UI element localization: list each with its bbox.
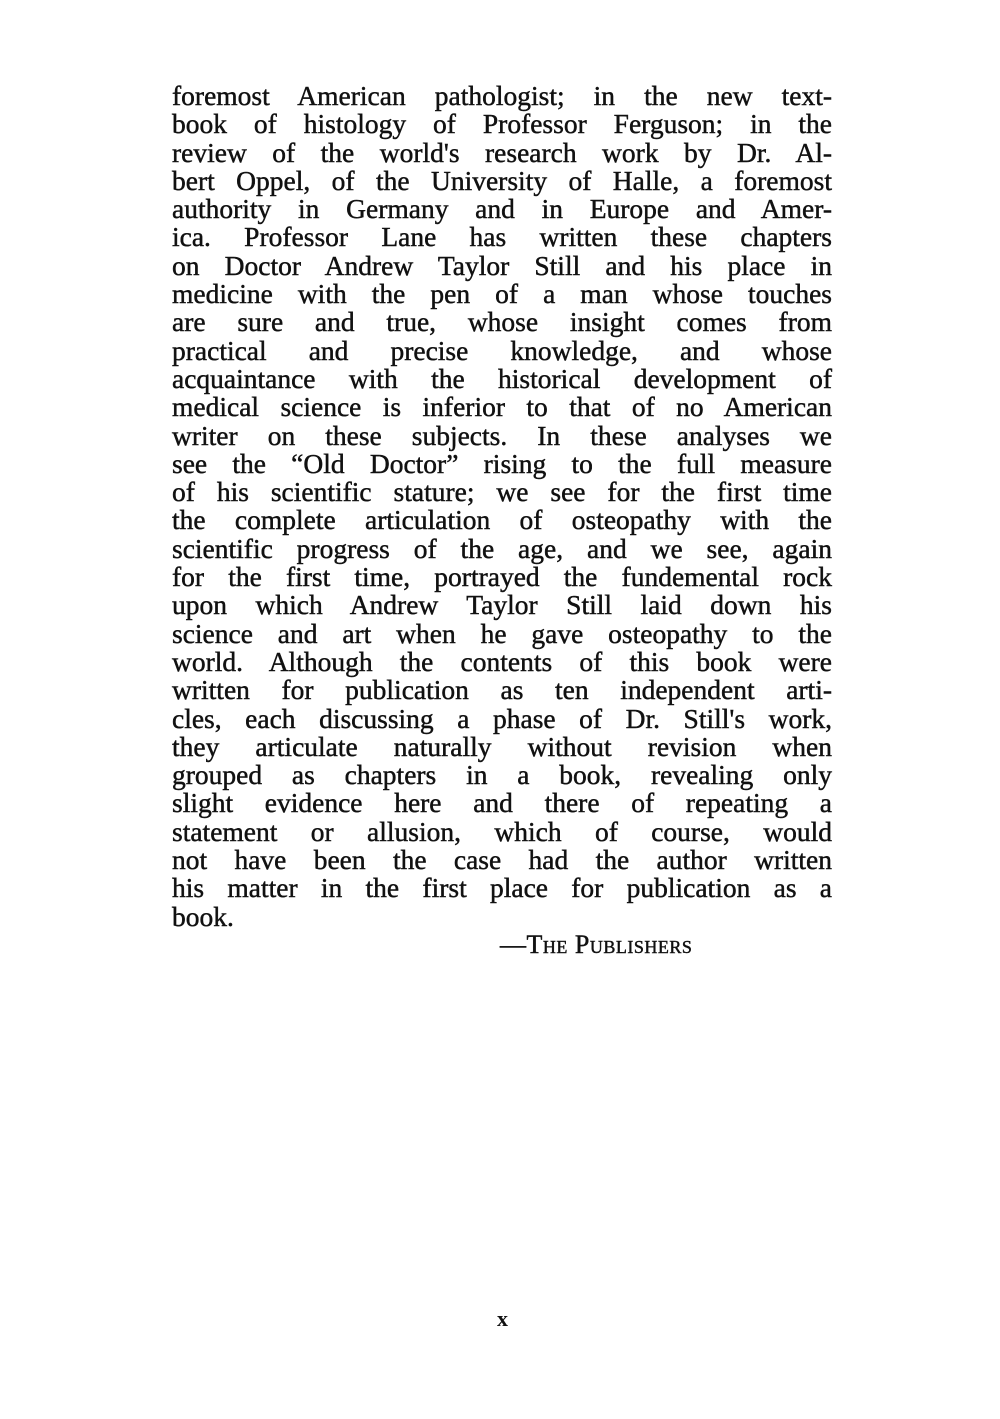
text-line: review of the world's research work by Dr. Al- xyxy=(172,136,832,168)
text-line: slight evidence here and there of repeating a xyxy=(172,787,832,819)
text-line: book. xyxy=(172,900,234,932)
text-line: see the “Old Doctor” rising to the full measure xyxy=(172,447,832,479)
text-line: not have been the case had the author written xyxy=(172,844,832,876)
text-line: practical and precise knowledge, and whose xyxy=(172,334,832,366)
text-line: the complete articulation of osteopathy with the xyxy=(172,504,832,536)
text-line: world. Although the contents of this book were xyxy=(172,645,832,677)
text-line: medicine with the pen of a man whose touches xyxy=(172,278,832,310)
text-line: science and art when he gave osteopathy to the xyxy=(172,617,832,649)
text-line: acquaintance with the historical development of xyxy=(172,362,832,394)
text-line: for the first time, portrayed the fundemental rock xyxy=(172,561,832,593)
text-line: authority in Germany and in Europe and Amer- xyxy=(172,193,832,225)
text-line: ica. Professor Lane has written these chapters xyxy=(172,221,832,253)
text-line: are sure and true, whose insight comes from xyxy=(172,306,832,338)
text-line: writer on these subjects. In these analyses we xyxy=(172,419,832,451)
text-line: bert Oppel, of the University of Halle, a foremost xyxy=(172,164,832,196)
body-text xyxy=(172,82,832,931)
text-line: upon which Andrew Taylor Still laid down his xyxy=(172,589,832,621)
text-line: foremost American pathologist; in the new text- xyxy=(172,80,832,111)
text-line: they articulate naturally without revision when xyxy=(172,730,832,762)
text-line: cles, each discussing a phase of Dr. Still's work, xyxy=(172,702,832,734)
text-line: his matter in the first place for publication as a xyxy=(172,872,832,904)
text-line: grouped as chapters in a book, revealing only xyxy=(172,759,832,791)
text-line: medical science is inferior to that of no American xyxy=(172,391,832,423)
text-line: of his scientific stature; we see for the first time xyxy=(172,476,832,508)
signature: —The Publishers xyxy=(500,930,693,959)
page-number: x xyxy=(497,1306,508,1331)
text-line: written for publication as ten independent arti- xyxy=(172,674,832,706)
text-line: on Doctor Andrew Taylor Still and his place in xyxy=(172,249,832,281)
text-line: statement or allusion, which of course, would xyxy=(172,815,832,847)
text-line: book of histology of Professor Ferguson; in the xyxy=(172,108,832,140)
text-line: scientific progress of the age, and we see, again xyxy=(172,532,832,564)
